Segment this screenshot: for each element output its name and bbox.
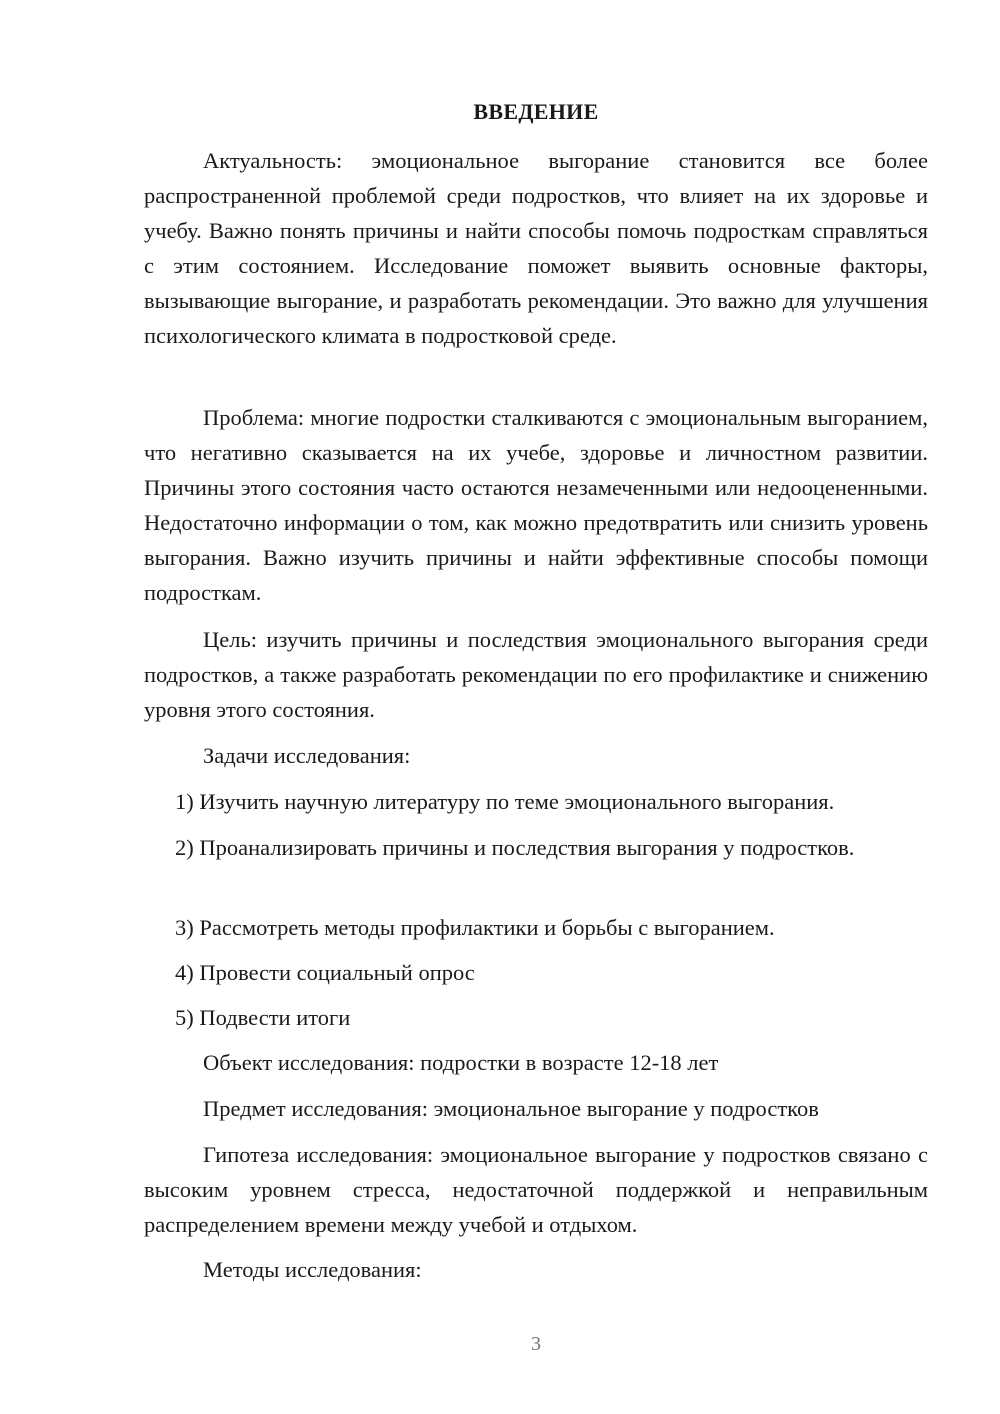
research-subject: Предмет исследования: эмоциональное выгорание у подростков [203, 1096, 819, 1121]
relevance-paragraph: Актуальность: эмоциональное выгорание становится все более распространенной проблемой среди подростков, что влияет на их здоровье и учебу. Важно понять причины и найти способы помочь подросткам справляться с этим состоянием. Исследование поможет выявить основные факторы, вызывающие выгорание, и разработать рекомендации. Это важно для улучшения психологического климата в подростковой среде. [144, 148, 928, 348]
task-item-3: 3) Рассмотреть методы профилактики и борьбы с выгоранием. [175, 915, 775, 940]
task-item-2: 2) Проанализировать причины и последствия выгорания у подростков. [175, 835, 855, 860]
research-object: Объект исследования: подростки в возрасте 12-18 лет [203, 1050, 719, 1075]
methods-heading: Методы исследования: [203, 1257, 422, 1282]
page-number: 3 [531, 1333, 541, 1355]
task-item-5: 5) Подвести итоги [175, 1005, 351, 1030]
task-item-1: 1) Изучить научную литературу по теме эмоционального выгорания. [175, 789, 835, 814]
goal-paragraph: Цель: изучить причины и последствия эмоционального выгорания среди подростков, а также разработать рекомендации по его профилактике и снижению уровня этого состояния. [144, 627, 928, 722]
tasks-heading: Задачи исследования: [203, 743, 411, 768]
section-title: ВВЕДЕНИЕ [473, 99, 599, 124]
research-hypothesis: Гипотеза исследования: эмоциональное выгорание у подростков связано с высоким уровнем стресса, недостаточной поддержкой и неправильным распределением времени между учебой и отдыхом. [144, 1142, 928, 1237]
problem-paragraph: Проблема: многие подростки сталкиваются с эмоциональным выгоранием, что негативно сказывается на их учебе, здоровье и личностном развитии. Причины этого состояния часто остаются незамеченными или недооцененными. Недостаточно информации о том, как можно предотвратить или снизить уровень выгорания. Важно изучить причины и найти эффективные способы помощи подросткам. [144, 405, 928, 605]
task-item-4: 4) Провести социальный опрос [175, 960, 475, 985]
